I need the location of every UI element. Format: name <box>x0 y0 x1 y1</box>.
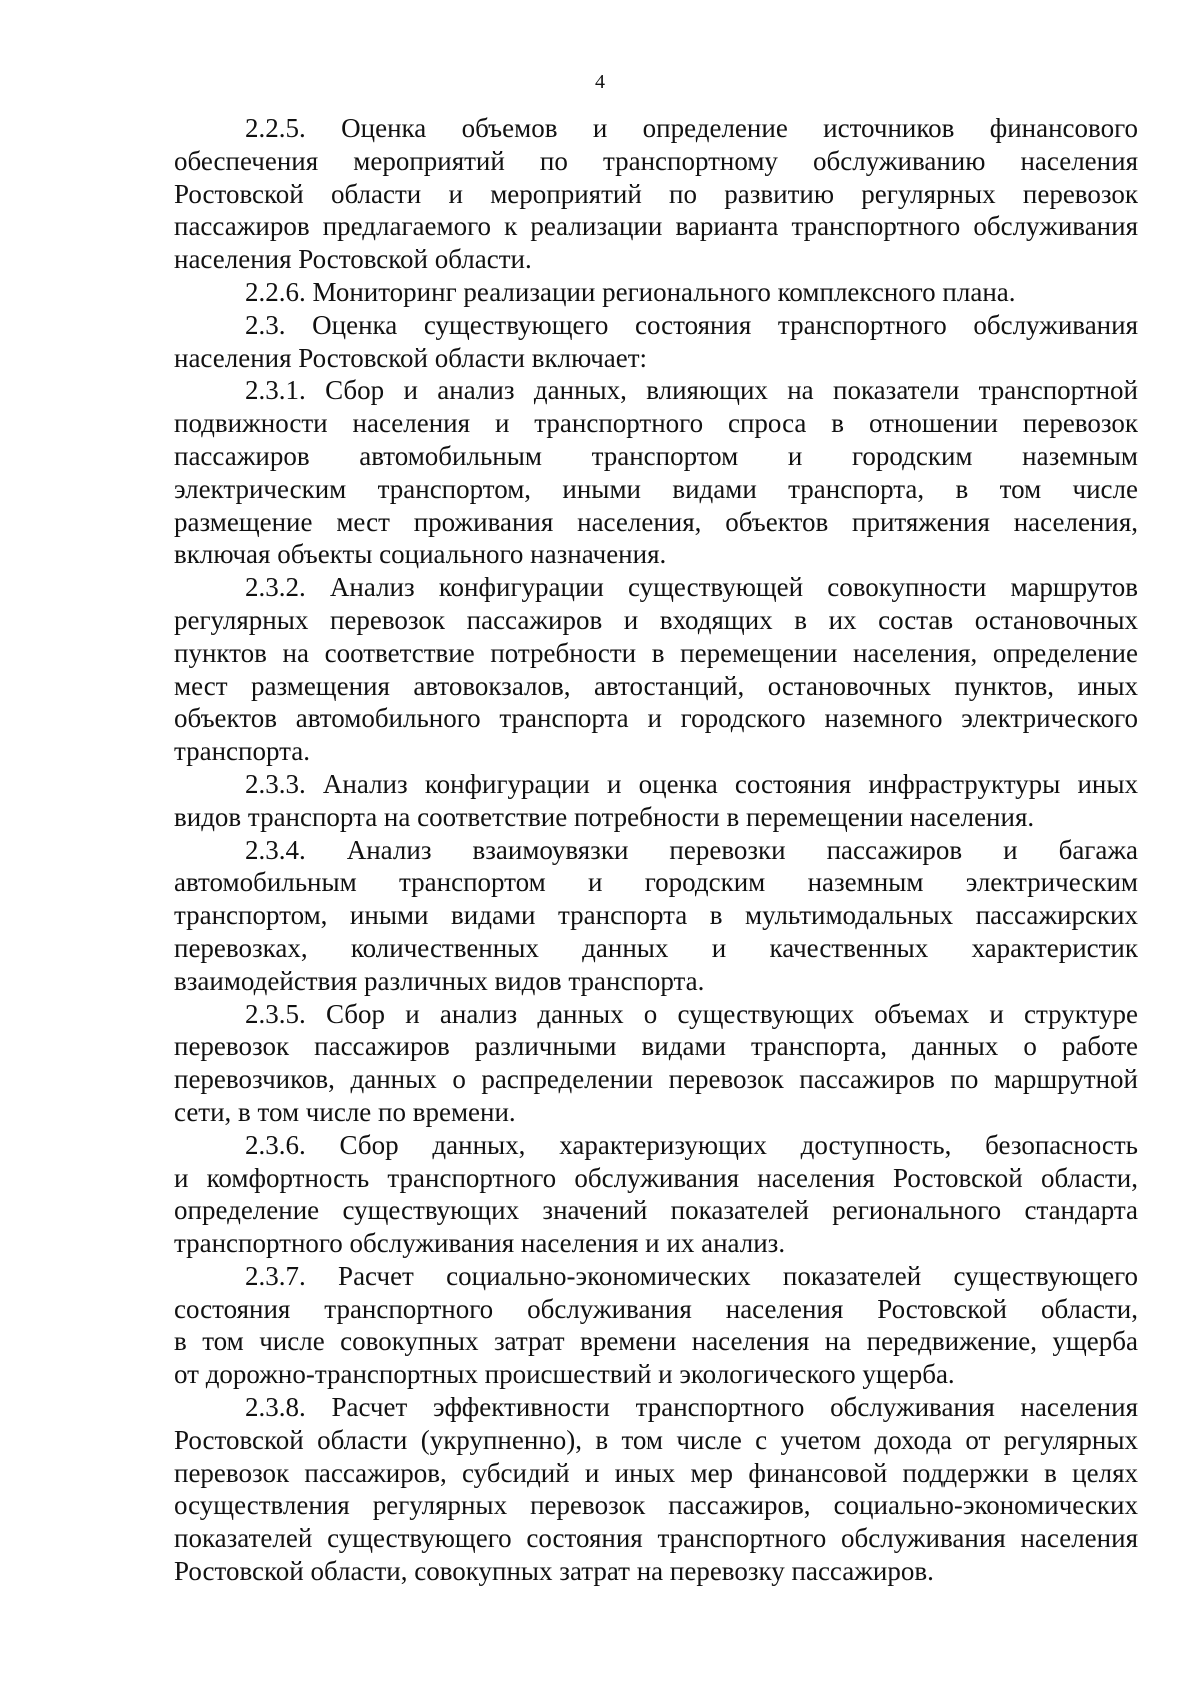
paragraph-line: перевозках, количественных данных и качественных характеристик <box>174 932 1138 963</box>
paragraph-line: перевозок пассажиров, субсидий и иных мер финансовой поддержки в целях <box>174 1457 1138 1488</box>
paragraph-2-3-7 <box>174 1260 1138 1391</box>
page-number: 4 <box>595 71 605 93</box>
paragraph-line: Ростовской области и мероприятий по развитию регулярных перевозок <box>174 178 1138 209</box>
paragraph-line: 2.3.3. Анализ конфигурации и оценка состояния инфраструктуры иных <box>245 768 1138 799</box>
paragraph-line: пассажиров предлагаемого к реализации варианта транспортного обслуживания <box>174 211 1138 242</box>
paragraph-line: 2.2.5. Оценка объемов и определение источников финансового <box>245 113 1138 143</box>
paragraph-line: 2.3. Оценка существующего состояния транспортного обслуживания <box>245 309 1138 340</box>
paragraph-line: населения Ростовской области. <box>174 244 532 275</box>
paragraph-line: регулярных перевозок пассажиров и входящих в их состав остановочных <box>174 604 1138 635</box>
paragraph-line: перевозчиков, данных о распределении перевозок пассажиров по маршрутной <box>174 1064 1138 1095</box>
paragraph-2-3-6 <box>174 1129 1138 1260</box>
paragraph-line: 2.3.2. Анализ конфигурации существующей совокупности маршрутов <box>245 572 1138 603</box>
paragraph-line: размещение мест проживания населения, объектов притяжения населения, <box>174 506 1138 537</box>
paragraph-line: Ростовской области, совокупных затрат на перевозку пассажиров. <box>174 1556 934 1587</box>
paragraph-line: 2.3.4. Анализ взаимоувязки перевозки пассажиров и багажа <box>245 834 1138 865</box>
paragraph-line: населения Ростовской области включает: <box>174 342 648 373</box>
paragraph-2-3-4 <box>174 834 1138 998</box>
paragraph-line: включая объекты социального назначения. <box>174 539 667 570</box>
paragraph-2-3-8 <box>174 1391 1138 1588</box>
document-body <box>174 112 1138 1588</box>
paragraph-line: 2.3.6. Сбор данных, характеризующих доступность, безопасность <box>245 1129 1138 1160</box>
paragraph-line: Ростовской области (укрупненно), в том числе с учетом дохода от регулярных <box>174 1424 1138 1455</box>
paragraph-line: 2.3.5. Сбор и анализ данных о существующих объемах и структуре <box>245 998 1138 1029</box>
paragraph-line: подвижности населения и транспортного спроса в отношении перевозок <box>174 408 1138 439</box>
paragraph-line: и комфортность транспортного обслуживания населения Ростовской области, <box>174 1162 1138 1193</box>
paragraph-2-2-6 <box>174 276 1138 309</box>
paragraph-line: состояния транспортного обслуживания населения Ростовской области, <box>174 1293 1138 1324</box>
paragraph-line: взаимодействия различных видов транспорта. <box>174 965 705 996</box>
paragraph-2-3-1 <box>174 374 1138 571</box>
paragraph-line: показателей существующего состояния транспортного обслуживания населения <box>174 1523 1138 1554</box>
paragraph-line: определение существующих значений показателей регионального стандарта <box>174 1195 1138 1226</box>
paragraph-line: пассажиров автомобильным транспортом и городским наземным <box>174 440 1138 471</box>
paragraph-line: перевозок пассажиров различными видами транспорта, данных о работе <box>174 1031 1138 1062</box>
paragraph-line: транспортом, иными видами транспорта в мультимодальных пассажирских <box>174 900 1138 931</box>
paragraph-2-3-5 <box>174 998 1138 1129</box>
paragraph-line: 2.3.7. Расчет социально-экономических показателей существующего <box>245 1260 1138 1291</box>
paragraph-2-2-5 <box>174 112 1138 276</box>
paragraph-line: обеспечения мероприятий по транспортному обслуживанию населения <box>174 145 1138 176</box>
paragraph-line: 2.3.8. Расчет эффективности транспортного обслуживания населения <box>245 1392 1138 1423</box>
paragraph-line: транспортного обслуживания населения и их анализ. <box>174 1228 786 1259</box>
paragraph-line: видов транспорта на соответствие потребности в перемещении населения. <box>174 801 1035 832</box>
paragraph-line: осуществления регулярных перевозок пассажиров, социально-экономических <box>174 1490 1138 1521</box>
paragraph-line: от дорожно-транспортных происшествий и экологического ущерба. <box>174 1359 955 1390</box>
paragraph-line: 2.3.1. Сбор и анализ данных, влияющих на показатели транспортной <box>245 375 1138 406</box>
paragraph-line: объектов автомобильного транспорта и городского наземного электрического <box>174 703 1138 734</box>
paragraph-line: мест размещения автовокзалов, автостанций, остановочных пунктов, иных <box>174 670 1138 701</box>
paragraph-line: сети, в том числе по времени. <box>174 1096 516 1127</box>
paragraph-line: электрическим транспортом, иными видами транспорта, в том числе <box>174 473 1138 504</box>
paragraph-2-3-2 <box>174 571 1138 768</box>
paragraph-line: пунктов на соответствие потребности в перемещении населения, определение <box>174 637 1138 668</box>
paragraph-line: автомобильным транспортом и городским наземным электрическим <box>174 867 1138 898</box>
paragraph-line: в том числе совокупных затрат времени населения на передвижение, ущерба <box>174 1326 1138 1357</box>
paragraph-2-3 <box>174 309 1138 375</box>
paragraph-2-3-3 <box>174 768 1138 834</box>
paragraph-line: транспорта. <box>174 736 311 767</box>
paragraph-line: 2.2.6. Мониторинг реализации регионального комплексного плана. <box>245 276 1016 307</box>
